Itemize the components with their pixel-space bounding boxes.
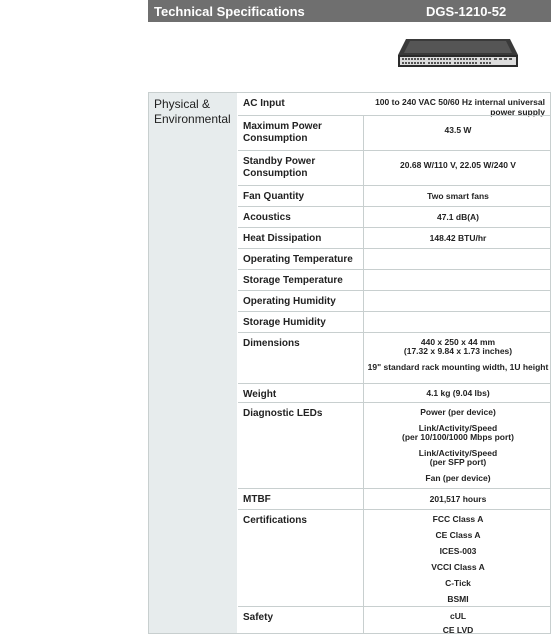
spec-value: CE Class A bbox=[435, 530, 481, 540]
spec-values bbox=[365, 270, 551, 290]
spec-row bbox=[238, 606, 551, 634]
spec-value: C-Tick bbox=[445, 578, 471, 588]
spec-row bbox=[238, 488, 551, 509]
spec-row bbox=[238, 93, 551, 115]
spec-values bbox=[365, 510, 551, 606]
spec-value: FCC Class A bbox=[432, 514, 484, 524]
switch-product-image bbox=[396, 33, 520, 71]
spec-value: BSMI bbox=[447, 594, 469, 604]
spec-value: CE LVD bbox=[442, 625, 474, 635]
spec-row bbox=[238, 150, 551, 185]
spec-row bbox=[238, 509, 551, 606]
spec-label: Storage Temperature bbox=[238, 270, 364, 290]
spec-label: Fan Quantity bbox=[238, 186, 364, 206]
spec-value: (17.32 x 9.84 x 1.73 inches) bbox=[403, 346, 513, 356]
spec-row bbox=[238, 115, 551, 150]
spec-row bbox=[238, 332, 551, 383]
spec-label: Operating Temperature bbox=[238, 249, 364, 269]
spec-value: 201,517 hours bbox=[429, 494, 487, 504]
category-label: Physical & Environmental bbox=[149, 93, 237, 633]
spec-values bbox=[365, 93, 551, 115]
spec-values bbox=[365, 116, 551, 150]
spec-header-bar bbox=[148, 0, 551, 22]
spec-value: 148.42 BTU/hr bbox=[429, 233, 487, 243]
spec-values bbox=[365, 151, 551, 185]
spec-row bbox=[238, 185, 551, 206]
spec-table bbox=[148, 92, 551, 634]
spec-label: Diagnostic LEDs bbox=[238, 403, 364, 488]
spec-value: Power (per device) bbox=[420, 407, 496, 417]
spec-values bbox=[365, 489, 551, 509]
spec-row bbox=[238, 402, 551, 488]
spec-row bbox=[238, 383, 551, 402]
spec-values bbox=[365, 249, 551, 269]
spec-label: Operating Humidity bbox=[238, 291, 364, 311]
spec-label: Maximum Power Consumption bbox=[238, 116, 364, 150]
spec-value: 440 x 250 x 44 mm bbox=[420, 337, 496, 347]
spec-values bbox=[365, 228, 551, 248]
spec-value: (per SFP port) bbox=[429, 457, 487, 467]
spec-label: AC Input bbox=[243, 98, 285, 109]
spec-values bbox=[365, 607, 551, 634]
spec-value: (per 10/100/1000 Mbps port) bbox=[402, 432, 514, 442]
spec-value: VCCI Class A bbox=[431, 562, 485, 572]
spec-value: ICES-003 bbox=[439, 546, 477, 556]
spec-row bbox=[238, 248, 551, 269]
spec-value: 20.68 W/110 V, 22.05 W/240 V bbox=[400, 160, 516, 170]
spec-value: 4.1 kg (9.04 lbs) bbox=[426, 388, 490, 398]
spec-row bbox=[238, 311, 551, 332]
spec-value: Link/Activity/Speed bbox=[418, 423, 498, 433]
spec-values bbox=[365, 207, 551, 227]
spec-label: Safety bbox=[238, 607, 364, 634]
spec-value: Link/Activity/Speed bbox=[418, 448, 498, 458]
spec-row bbox=[238, 269, 551, 290]
spec-row bbox=[238, 206, 551, 227]
spec-label: Dimensions bbox=[238, 333, 364, 383]
spec-label: Acoustics bbox=[238, 207, 364, 227]
spec-label: Certifications bbox=[238, 510, 364, 606]
spec-value: 19" standard rack mounting width, 1U height bbox=[367, 362, 549, 372]
spec-values bbox=[365, 333, 551, 383]
spec-value: Two smart fans bbox=[427, 191, 489, 201]
spec-label: Weight bbox=[238, 384, 364, 402]
spec-label: MTBF bbox=[238, 489, 364, 509]
spec-label: Storage Humidity bbox=[238, 312, 364, 332]
spec-row bbox=[238, 290, 551, 311]
model-name: DGS-1210-52 bbox=[426, 4, 507, 19]
spec-label: Standby Power Consumption bbox=[238, 151, 364, 185]
spec-values bbox=[365, 403, 551, 488]
spec-value: 43.5 W bbox=[444, 125, 472, 135]
spec-row bbox=[238, 227, 551, 248]
spec-values bbox=[365, 291, 551, 311]
spec-values bbox=[365, 384, 551, 402]
spec-value: 100 to 240 VAC 50/60 Hz internal universal power supply bbox=[375, 97, 545, 117]
spec-values bbox=[365, 312, 551, 332]
spec-value: Fan (per device) bbox=[425, 473, 491, 483]
spec-values bbox=[365, 186, 551, 206]
section-title: Technical Specifications bbox=[154, 4, 305, 19]
spec-label: Heat Dissipation bbox=[238, 228, 364, 248]
spec-value: cUL bbox=[449, 611, 467, 621]
spec-value: 47.1 dB(A) bbox=[436, 212, 480, 222]
